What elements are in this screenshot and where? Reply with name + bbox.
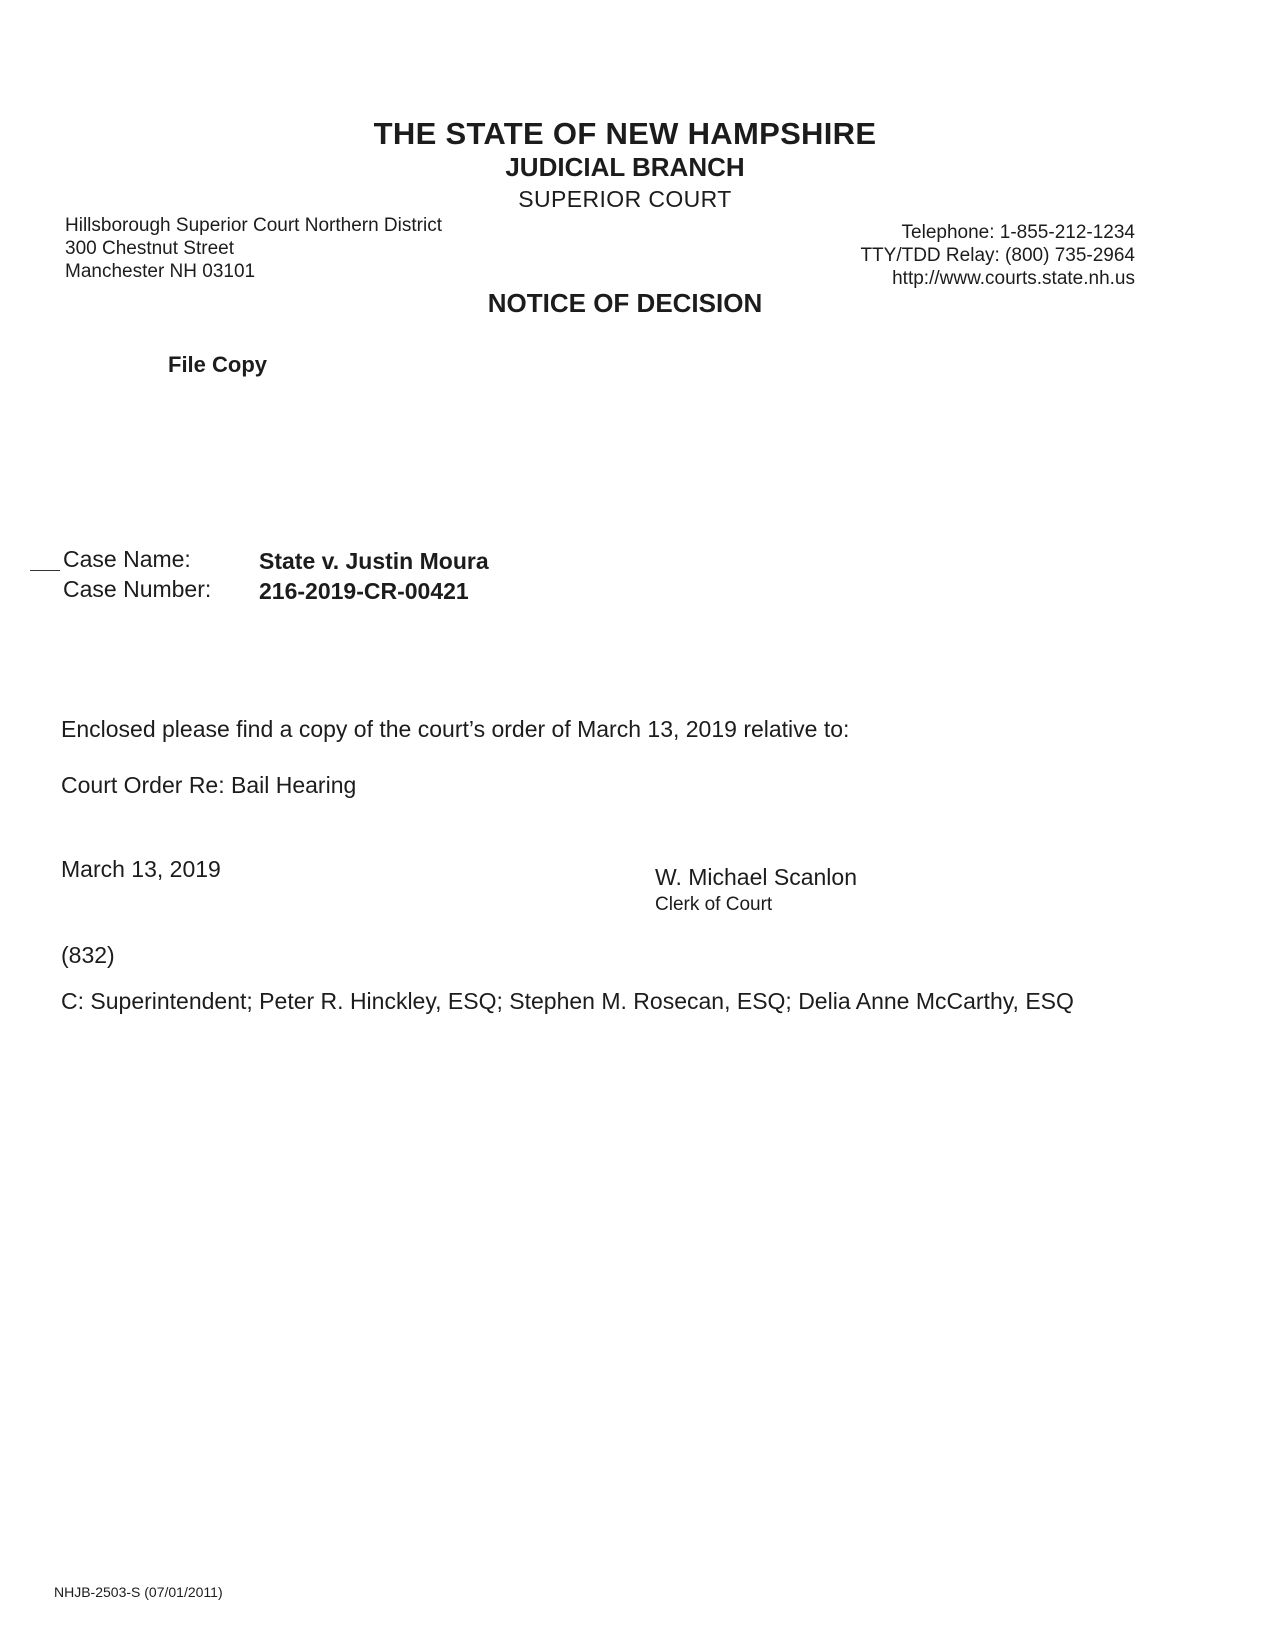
court-address-line1: Hillsborough Superior Court Northern District xyxy=(65,215,442,236)
telephone-number: Telephone: 1-855-212-1234 xyxy=(901,222,1135,243)
tty-relay-number: TTY/TDD Relay: (800) 735-2964 xyxy=(860,245,1135,266)
clerk-title: Clerk of Court xyxy=(655,894,773,915)
copy-recipients: C: Superintendent; Peter R. Hinckley, ESQ; Stephen M. Rosecan, ESQ; Delia Anne McCarthy, ESQ xyxy=(61,988,1074,1014)
state-heading: THE STATE OF NEW HAMPSHIRE xyxy=(373,116,877,151)
notice-date: March 13, 2019 xyxy=(61,856,221,882)
reference-code: (832) xyxy=(61,942,115,968)
order-subject: Court Order Re: Bail Hearing xyxy=(61,772,357,798)
case-checkbox-line xyxy=(30,570,60,571)
enclosed-statement: Enclosed please find a copy of the court’s order of March 13, 2019 relative to: xyxy=(61,716,850,742)
case-name-value: State v. Justin Moura xyxy=(259,548,489,574)
court-address-line3: Manchester NH 03101 xyxy=(65,261,256,282)
court-address-line2: 300 Chestnut Street xyxy=(65,238,234,259)
clerk-name: W. Michael Scanlon xyxy=(655,864,857,890)
court-website: http://www.courts.state.nh.us xyxy=(892,268,1135,289)
court-heading: SUPERIOR COURT xyxy=(518,186,732,212)
case-name-label: Case Name: xyxy=(63,546,191,572)
form-identifier: NHJB-2503-S (07/01/2011) xyxy=(54,1584,223,1600)
notice-title: NOTICE OF DECISION xyxy=(487,288,763,318)
file-copy-label: File Copy xyxy=(168,352,268,377)
branch-heading: JUDICIAL BRANCH xyxy=(505,152,745,182)
case-number-label: Case Number: xyxy=(63,576,212,602)
case-number-value: 216-2019-CR-00421 xyxy=(259,578,469,604)
